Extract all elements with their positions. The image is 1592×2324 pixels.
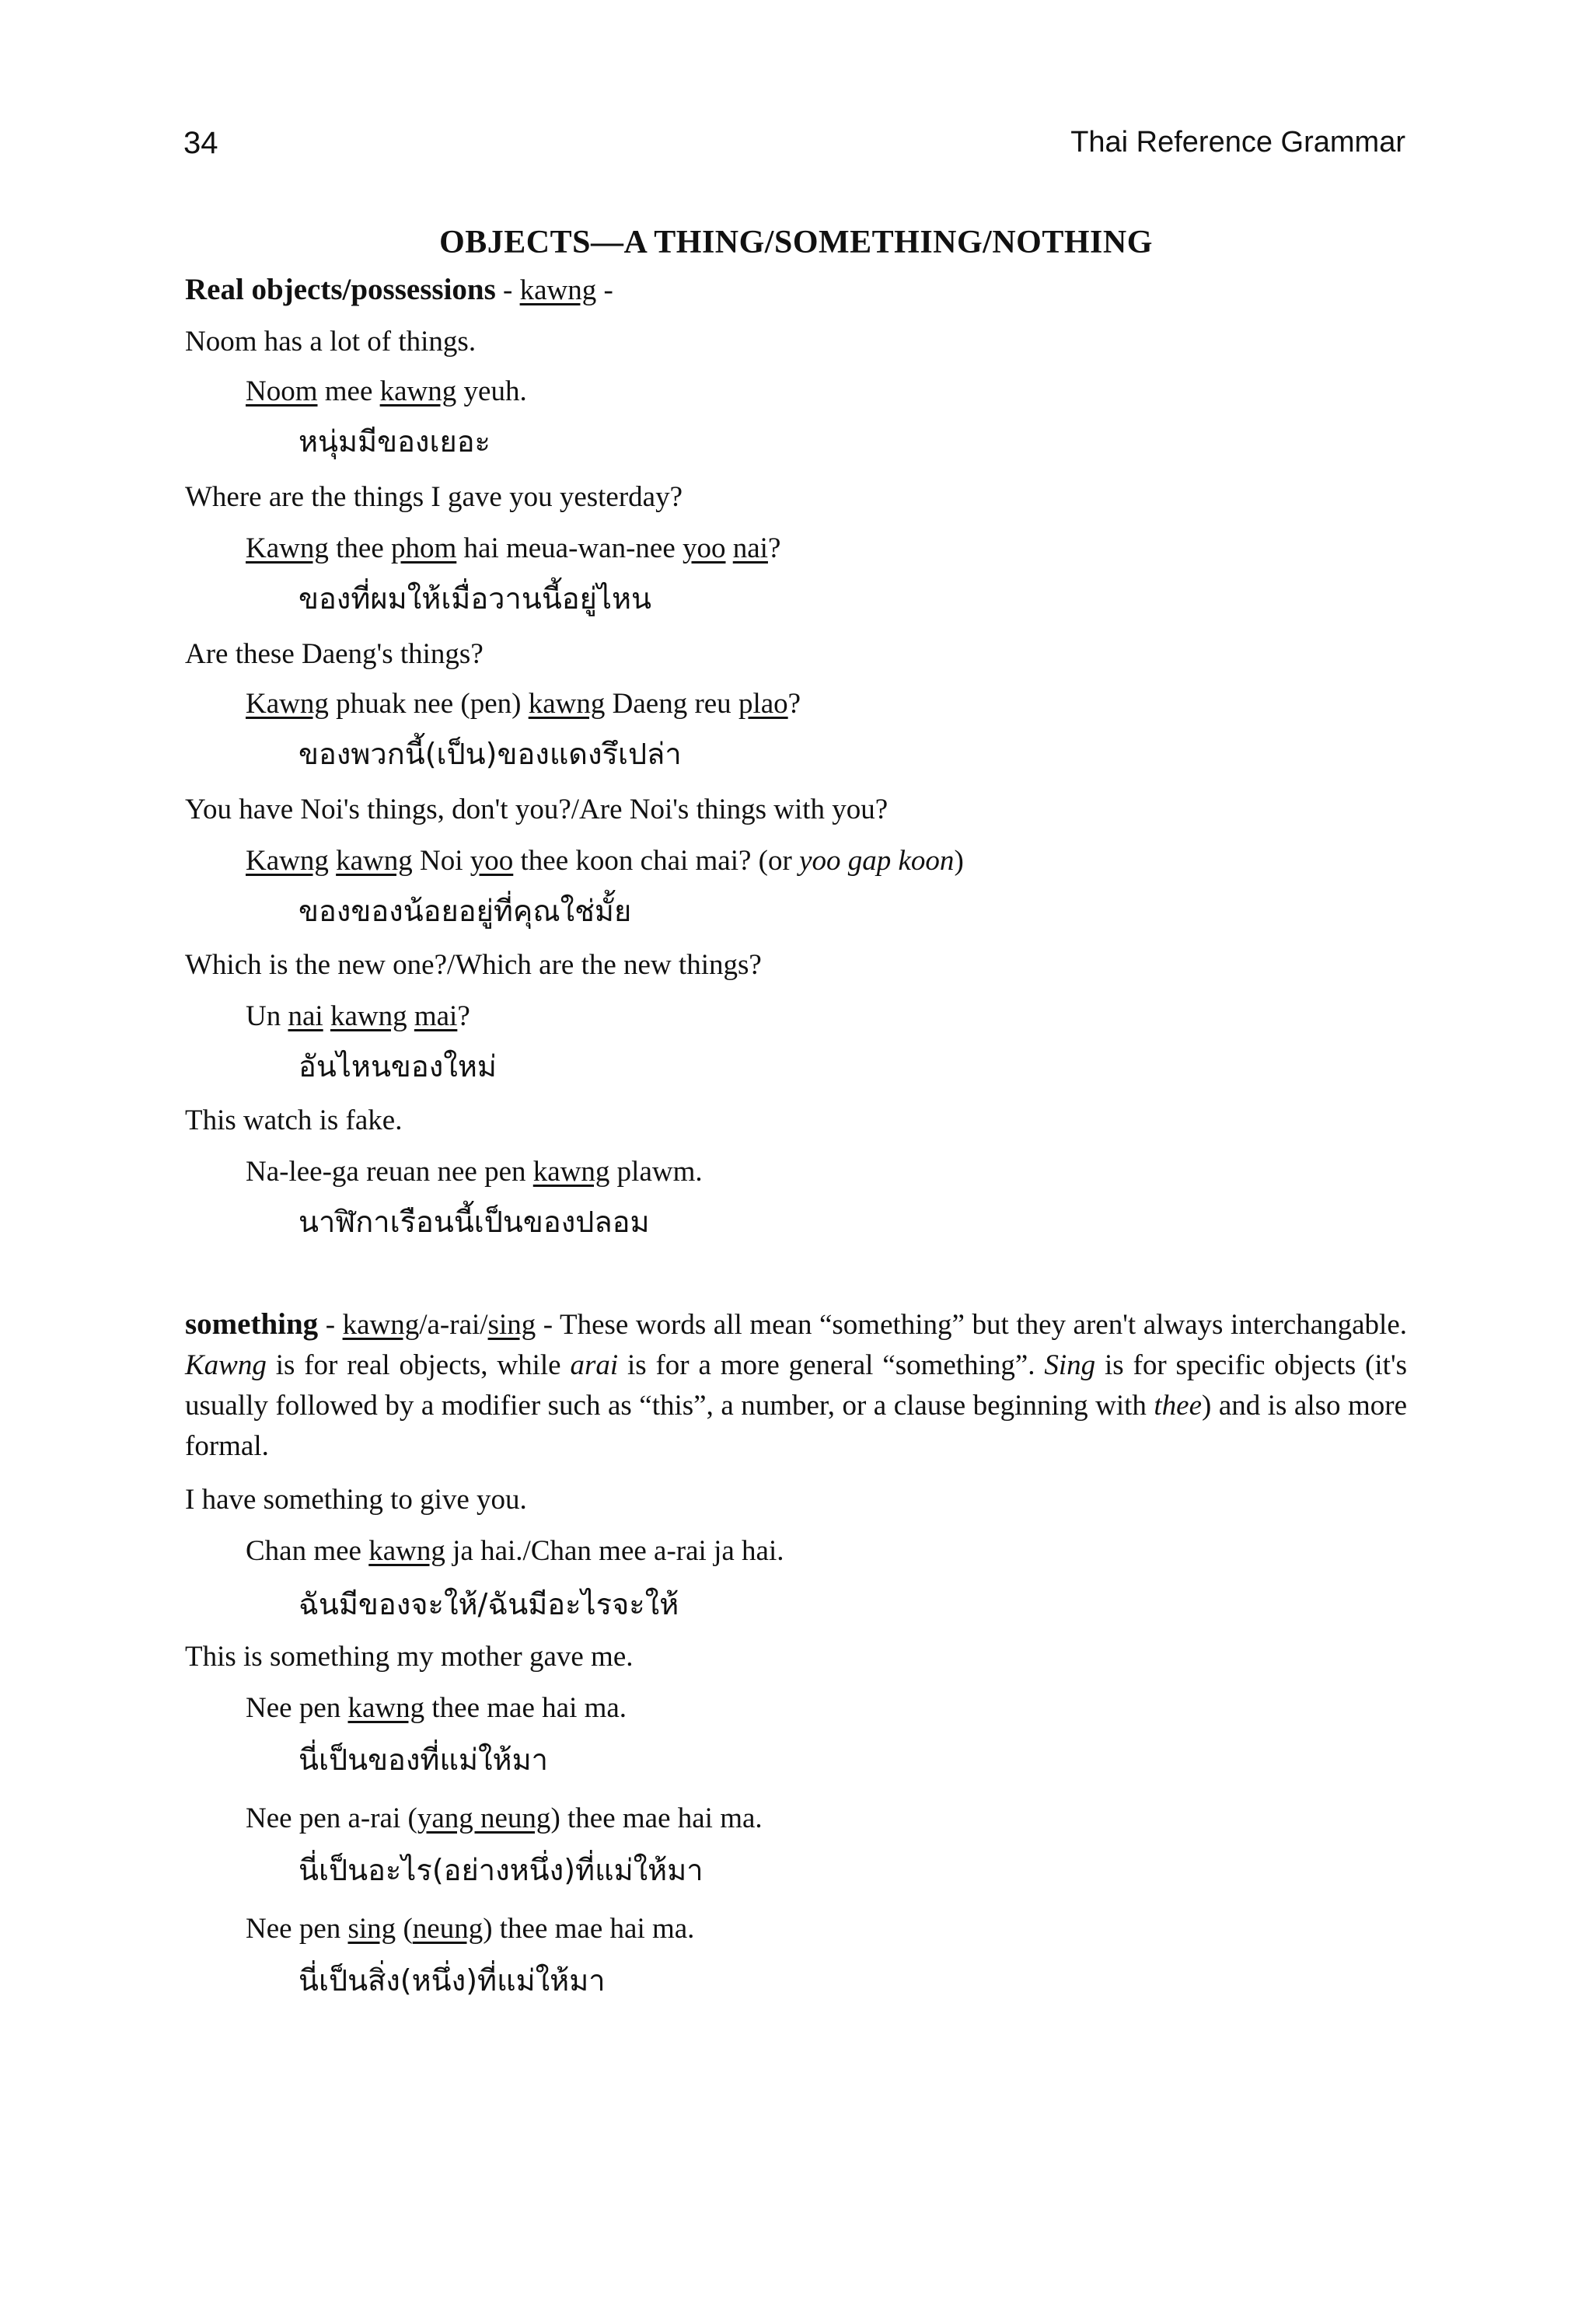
rom-seg: thee bbox=[328, 532, 391, 564]
rom-seg: yang neung bbox=[417, 1802, 551, 1834]
rom-seg: nai bbox=[288, 1000, 323, 1032]
example-romanization bbox=[246, 689, 801, 721]
page-number: 34 bbox=[183, 126, 218, 160]
rom-seg: Un bbox=[246, 1000, 288, 1032]
rom-seg: yoo gap koon bbox=[799, 845, 955, 877]
rom-seg: sing bbox=[347, 1913, 396, 1945]
example-thai: หนุ่มมีของเยอะ bbox=[298, 424, 491, 459]
rom-seg: kawng bbox=[330, 1000, 407, 1032]
rom-seg: ) thee mae hai ma. bbox=[550, 1802, 763, 1834]
para-text: /a-rai/ bbox=[419, 1309, 488, 1341]
example-romanization bbox=[246, 1001, 470, 1033]
rom-seg: ( bbox=[396, 1913, 413, 1945]
example-romanization bbox=[246, 533, 780, 565]
example-english: Are these Daeng's things? bbox=[185, 638, 484, 670]
rom-seg: plao bbox=[738, 688, 788, 720]
example-thai: ฉันมีของจะให้/ฉันมีอะไรจะให้ bbox=[298, 1587, 679, 1621]
example-english: I have something to give you. bbox=[185, 1484, 527, 1516]
para-text: - bbox=[318, 1309, 343, 1341]
example-english: Noom has a lot of things. bbox=[185, 326, 477, 358]
rom-seg: thee koon chai mai? (or bbox=[513, 845, 800, 877]
heading-bold: Real objects/possessions bbox=[185, 273, 496, 306]
rom-seg: Nee pen a-rai ( bbox=[246, 1802, 417, 1834]
rom-seg: ? bbox=[457, 1000, 470, 1032]
rom-seg bbox=[329, 845, 336, 877]
para-text: is for a more general “something”. bbox=[618, 1349, 1045, 1381]
example-english: You have Noi's things, don't you?/Are Noi's things with you? bbox=[185, 794, 889, 825]
rom-seg: phuak nee (pen) bbox=[328, 688, 529, 720]
rom-seg: Na-lee-ga reuan nee pen bbox=[246, 1156, 533, 1188]
para-text: - These words all mean “something” but they aren't always interchangable. bbox=[536, 1309, 1407, 1341]
rom-seg: yoo bbox=[683, 532, 726, 564]
example-thai: นาฬิกาเรือนนี้เป็นของปลอม bbox=[298, 1205, 650, 1239]
example-thai: นี่เป็นสิ่ง(หนึ่ง)ที่แม่ให้มา bbox=[298, 1963, 606, 1998]
rom-seg: thee mae hai ma. bbox=[424, 1692, 627, 1724]
para-italic: arai bbox=[570, 1349, 619, 1381]
rom-seg: Daeng reu bbox=[605, 688, 738, 720]
rom-seg bbox=[407, 1000, 414, 1032]
para-word: sing bbox=[487, 1309, 536, 1341]
para-text: is for specific objects (it's usually followed by a modifier such as “this”, a number, or a clause beginning with bbox=[185, 1349, 1408, 1422]
example-romanization bbox=[246, 376, 527, 408]
rom-seg: Kawng bbox=[246, 688, 329, 720]
explanation-paragraph bbox=[185, 1304, 1407, 1467]
example-english: Where are the things I gave you yesterday? bbox=[185, 481, 683, 513]
rom-seg: phom bbox=[391, 532, 457, 564]
rom-seg: ? bbox=[767, 532, 781, 564]
example-romanization bbox=[246, 1914, 694, 1945]
rom-seg: Kawng bbox=[246, 845, 329, 877]
rom-seg: hai meua-wan-nee bbox=[456, 532, 683, 564]
section-title: OBJECTS—A THING/SOMETHING/NOTHING bbox=[439, 225, 1153, 260]
para-text: is for real objects, while bbox=[266, 1349, 571, 1381]
rom-seg bbox=[323, 1000, 330, 1032]
heading-word: kawng bbox=[519, 274, 597, 306]
subsection-heading bbox=[185, 274, 613, 307]
example-thai: ของที่ผมให้เมื่อวานนี้อยู่ไหน bbox=[298, 581, 652, 616]
example-thai: นี่เป็นของที่แม่ให้มา bbox=[298, 1743, 548, 1777]
rom-seg: ja hai./Chan mee a-rai ja hai. bbox=[445, 1535, 784, 1567]
rom-seg: kawng bbox=[347, 1692, 425, 1724]
example-romanization bbox=[246, 1693, 627, 1725]
rom-seg: yoo bbox=[470, 845, 514, 877]
para-italic: Kawng bbox=[185, 1349, 267, 1381]
rom-seg: plawm. bbox=[609, 1156, 703, 1188]
example-thai: ของของน้อยอยู่ที่คุณใช่มั้ย bbox=[298, 894, 632, 928]
rom-seg bbox=[726, 532, 733, 564]
example-romanization bbox=[246, 846, 964, 878]
example-thai: นี่เป็นอะไร(อย่างหนึ่ง)ที่แม่ให้มา bbox=[298, 1853, 703, 1887]
running-header: Thai Reference Grammar bbox=[1070, 126, 1405, 159]
para-word: kawng bbox=[342, 1309, 420, 1341]
example-english: Which is the new one?/Which are the new things? bbox=[185, 949, 762, 981]
para-text: ) and is also more formal. bbox=[185, 1390, 1408, 1462]
rom-seg: yeuh. bbox=[456, 375, 527, 407]
rom-seg: mai bbox=[414, 1000, 458, 1032]
rom-seg: kawng bbox=[379, 375, 457, 407]
para-italic: Sing bbox=[1044, 1349, 1096, 1381]
rom-seg: mee bbox=[317, 375, 380, 407]
para-italic: thee bbox=[1154, 1390, 1203, 1422]
example-romanization bbox=[246, 1157, 703, 1188]
para-heading: something bbox=[185, 1307, 319, 1341]
rom-seg: Noi bbox=[412, 845, 470, 877]
rom-seg: kawng bbox=[532, 1156, 610, 1188]
example-english: This watch is fake. bbox=[185, 1104, 403, 1136]
example-thai: อันไหนของใหม่ bbox=[298, 1049, 497, 1083]
rom-seg: ) thee mae hai ma. bbox=[483, 1913, 695, 1945]
rom-seg: Kawng bbox=[246, 532, 329, 564]
rom-seg: Nee pen bbox=[246, 1913, 348, 1945]
rom-seg: kawng bbox=[336, 845, 413, 877]
rom-seg: ) bbox=[954, 845, 964, 877]
rom-seg: ? bbox=[787, 688, 801, 720]
rom-seg: kawng bbox=[528, 688, 606, 720]
heading-sep: - bbox=[495, 274, 520, 306]
example-romanization bbox=[246, 1536, 784, 1568]
example-english: This is something my mother gave me. bbox=[185, 1641, 634, 1673]
rom-seg: kawng bbox=[368, 1535, 445, 1567]
rom-seg: neung bbox=[412, 1913, 484, 1945]
example-thai: ของพวกนี้(เป็น)ของแดงรึเปล่า bbox=[298, 737, 682, 771]
example-romanization bbox=[246, 1803, 763, 1835]
rom-seg: nai bbox=[732, 532, 768, 564]
rom-seg: Nee pen bbox=[246, 1692, 348, 1724]
heading-tail: - bbox=[596, 274, 613, 306]
rom-seg: Chan mee bbox=[246, 1535, 369, 1567]
rom-seg: Noom bbox=[246, 375, 318, 407]
